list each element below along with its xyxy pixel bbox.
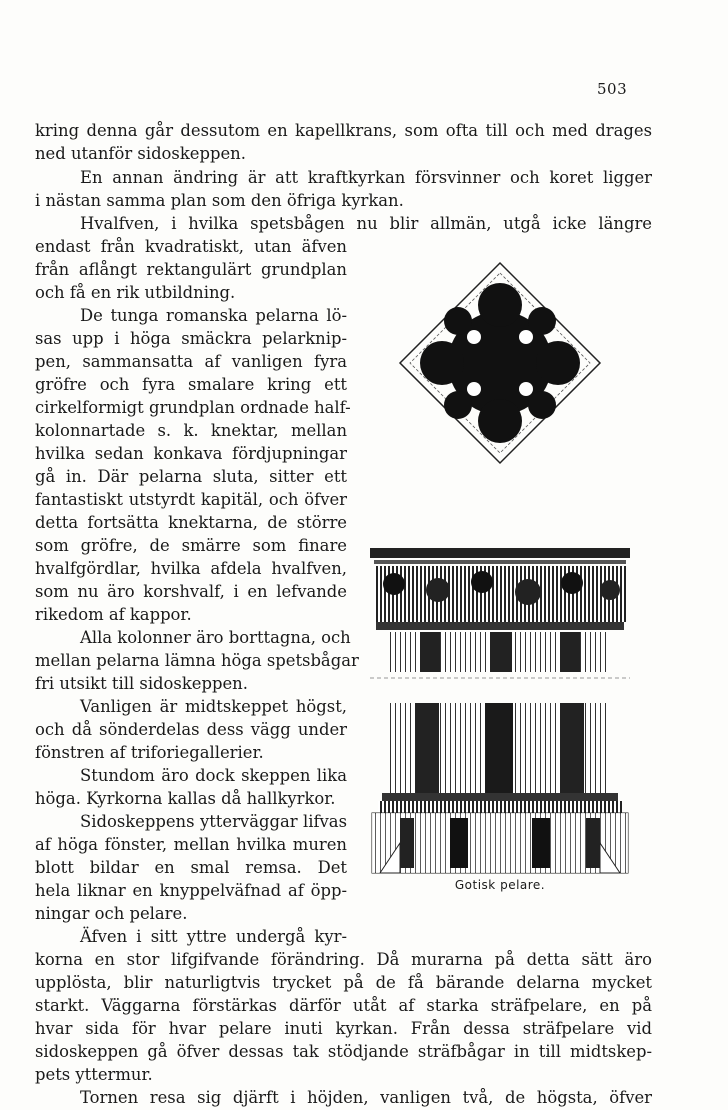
text-line: Hvalfven, i hvilka spetsbågen nu blir allmän, utgå icke längre: [80, 214, 652, 233]
text-line: och då sönderdelas dess vägg under: [35, 720, 347, 739]
text-line: cirkelformigt grundplan ordnade half-: [35, 398, 351, 417]
text-line: pen, sammansatta af vanligen fyra: [35, 352, 347, 371]
text-line: Stundom äro dock skeppen lika: [80, 766, 347, 785]
text-line: och få en rik utbildning.: [35, 283, 236, 302]
text-line: ned utanför sidoskeppen.: [35, 144, 246, 163]
text-line: upplösta, blir naturligtvis trycket på de få bärande delarna mycket: [35, 973, 652, 992]
text-line: rikedom af kappor.: [35, 605, 192, 624]
text-line: starkt. Väggarna förstärkas därför utåt af starka sträfpelare, en på: [35, 996, 652, 1015]
text-line: sidoskeppen gå öfver dessas tak stödjande sträfbågar in till midtskep-: [35, 1042, 652, 1061]
pillar-capital: [370, 548, 630, 672]
text-line: i nästan samma plan som den öfriga kyrkan.: [35, 191, 404, 210]
text-line: höga. Kyrkorna kallas då hallkyrkor.: [35, 789, 336, 808]
text-line: hvar sida för hvar pelare inuti kyrkan. Från dessa sträfpelare vid: [35, 1019, 652, 1038]
gothic-pillar-illustration: [360, 248, 640, 908]
figure-caption: Gotisk pelare.: [454, 878, 546, 892]
text-line: Tornen resa sig djärft i höjden, vanligen två, de högsta, öfver: [80, 1088, 652, 1107]
text-line: som gröfre, de smärre som finare: [35, 536, 347, 555]
text-line: En annan ändring är att kraftkyrkan försvinner och koret ligger: [80, 168, 652, 187]
text-line: från aflångt rektangulärt grundplan: [35, 260, 347, 279]
text-line: gå in. Där pelarna sluta, sitter ett: [35, 467, 347, 486]
text-line: fantastiskt utstyrdt kapitäl, och öfver: [35, 490, 347, 509]
text-line: kring denna går dessutom en kapellkrans, som ofta till och med drages: [35, 121, 652, 140]
text-line: hela liknar en knyppelväfnad af öpp-: [35, 881, 347, 900]
text-line: endast från kvadratiskt, utan äfven: [35, 237, 347, 256]
text-line: blott bildar en smal remsa. Det: [35, 858, 347, 877]
text-line: Sidoskeppens ytterväggar lifvas: [80, 812, 347, 831]
text-line: Alla kolonner äro borttagna, och: [80, 628, 351, 647]
text-line: fönstren af triforiegallerier.: [35, 743, 264, 762]
text-line: sas upp i höga smäckra pelarknip-: [35, 329, 347, 348]
text-line: af höga fönster, mellan hvilka muren: [35, 835, 347, 854]
pillar-ground-plan: [400, 263, 600, 463]
text-line: fri utsikt till sidoskeppen.: [35, 674, 248, 693]
text-line: gröfre och fyra smalare kring ett: [35, 375, 347, 394]
text-line: kolonnartade s. k. knektar, mellan: [35, 421, 347, 440]
text-line: korna en stor lifgifvande förändring. Då murarna på detta sätt äro: [35, 950, 652, 969]
text-line: Äfven i sitt yttre undergå kyr-: [80, 927, 347, 946]
text-line: hvilka sedan konkava fördjupningar: [35, 444, 347, 463]
text-line: hvalfgördlar, hvilka afdela hvalfven,: [35, 559, 347, 578]
text-line: pets yttermur.: [35, 1065, 153, 1084]
text-line: De tunga romanska pelarna lö-: [80, 306, 347, 325]
page-number: 503: [597, 80, 628, 98]
text-line: mellan pelarna lämna höga spetsbågar: [35, 651, 359, 670]
pillar-base: [372, 703, 628, 873]
text-line: ningar och pelare.: [35, 904, 188, 923]
text-line: som nu äro korshvalf, i en lefvande: [35, 582, 347, 601]
text-line: Vanligen är midtskeppet högst,: [80, 697, 347, 716]
text-line: detta fortsätta knektarna, de större: [35, 513, 347, 532]
